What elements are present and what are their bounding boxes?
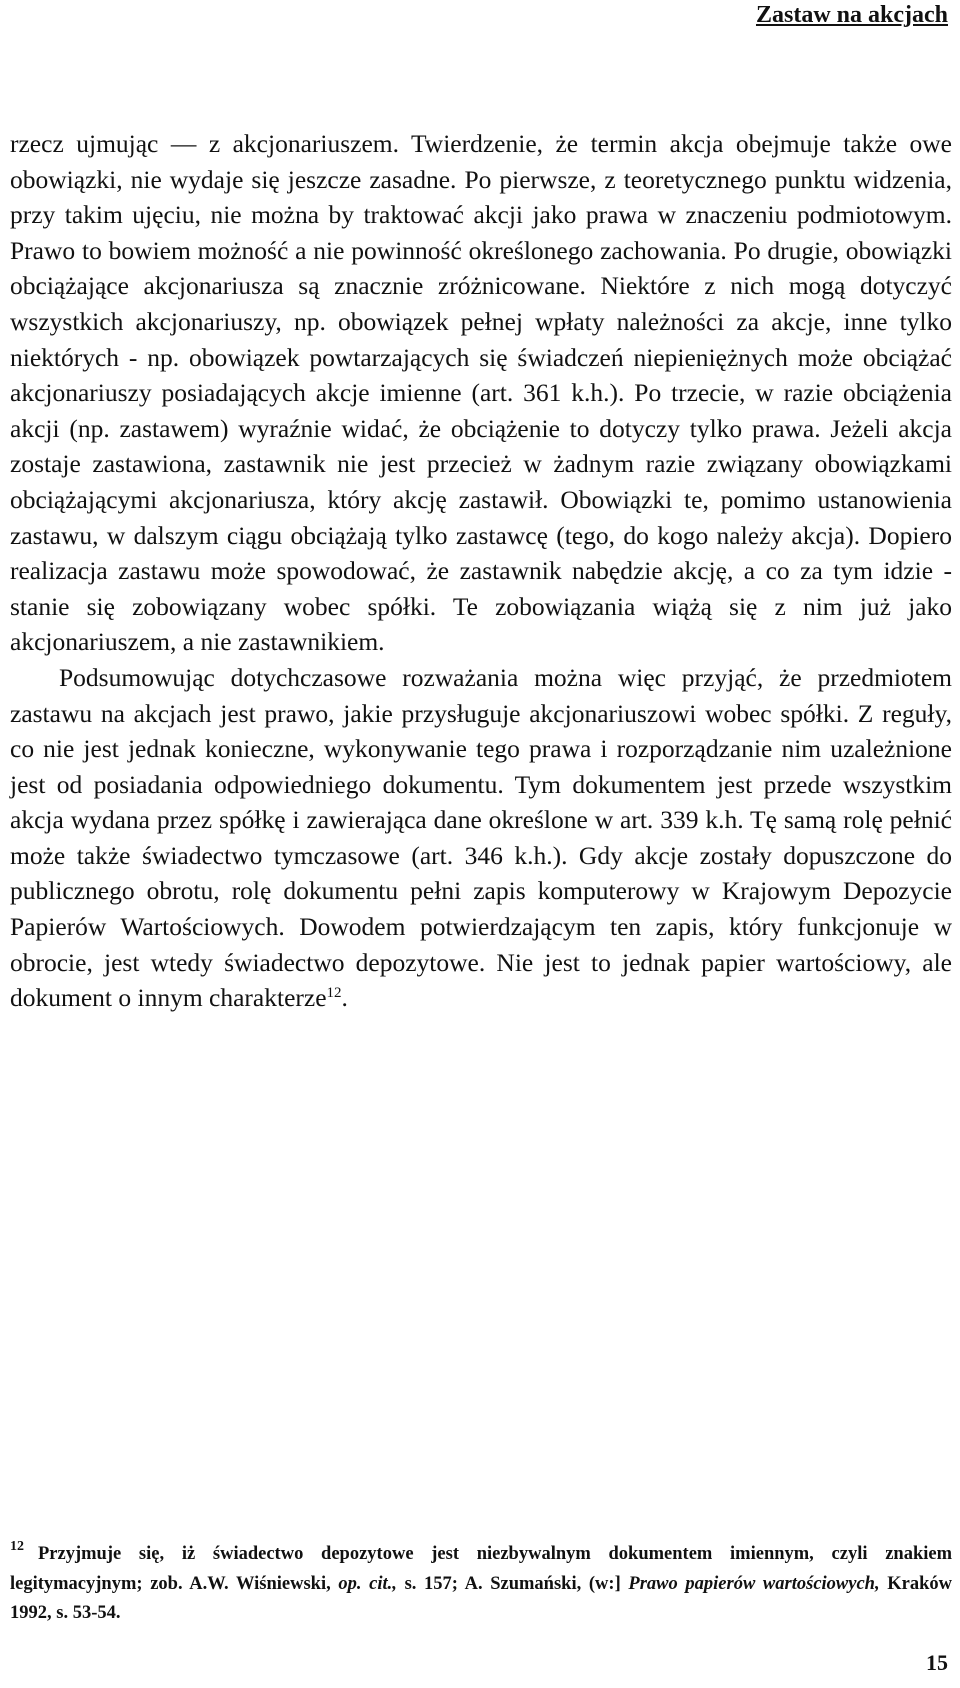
paragraph-tail: . xyxy=(341,983,348,1013)
footnote-citation-italic: op. cit., xyxy=(338,1574,397,1594)
page-number: 15 xyxy=(926,1650,948,1675)
paragraph-text: Podsumowując dotychczasowe rozważania można więc przyjąć, że przedmiotem zastawu na akcjach jest prawo, jakie przysługuje akcjonariuszowi wobec spółki. Z reguły, co nie jest jednak konieczne, wykonywanie tego prawa i rozporządzanie nim uzależnione jest od posiadania odpowiedniego dokumentu. Tym dokumentem jest przede wszystkim akcja wydana przez spółkę i zawierająca dane określone w art. 339 k.h. Tę samą rolę pełnić może także świadectwo tymczasowe (art. 346 k.h.). Gdy akcje zostały dopuszczone do publicznego obrotu, rolę dokumentu pełni zapis komputerowy w Krajowym Depozycie Papierów Wartościowych. Dowodem potwierdzającym ten zapis, który funkcjonuje w obrocie, jest wtedy świadectwo depozytowe. Nie jest to jednak papier wartościowy, ale dokument o innym charakterze xyxy=(10,662,952,1013)
main-text xyxy=(10,126,952,1016)
footnote-text-part: s. 157; A. Szumański, (w:] xyxy=(396,1574,629,1594)
footnote-reference[interactable]: 12 xyxy=(326,985,342,1002)
footnote-text-part: Kraków 1992, s. 53-54. xyxy=(10,1574,953,1623)
footnote-number: 12 xyxy=(10,1539,24,1554)
paragraph xyxy=(10,660,952,1016)
footnote xyxy=(10,1540,952,1628)
running-header: Zastaw na akcjach xyxy=(755,2,948,28)
paragraph: rzecz ujmując — z akcjonariuszem. Twierdzenie, że termin akcja obejmuje także owe obowiązki, nie wydaje się jeszcze zasadne. Po pierwsze, z teoretycznego punktu widzenia, przy takim ujęciu, nie można by traktować akcji jako prawa w znaczeniu podmiotowym. Prawo to bowiem możność a nie powinność określonego zachowania. Po drugie, obowiązki obciążające akcjonariusza są znacznie zróżnicowane. Niektóre z nich mogą dotyczyć wszystkich akcjonariuszy, np. obowiązek pełnej wpłaty należności za akcje, inne tylko niektórych - np. obowiązek powtarzających się świadczeń niepieniężnych może obciążać akcjonariuszy posiadających akcje imienne (art. 361 k.h.). Po trzecie, w razie obciążenia akcji (np. zastawem) wyraźnie widać, że obciążenie to dotyczy tylko prawa. Jeżeli akcja zostaje zastawiona, zastawnik nie jest przecież w żadnym razie związany obowiązkami obciążającymi akcjonariusza, który akcję zastawił. Obowiązki te, pomimo ustanowienia zastawu, w dalszym ciągu obciążają tylko zastawcę (tego, do kogo należy akcja). Dopiero realizacja zastawu może spowodować, że zastawnik nabędzie akcję, a co za tym idzie - stanie się zobowiązany wobec spółki. Te zobowiązania wiążą się z nim już jako akcjonariuszem, a nie zastawnikiem. xyxy=(10,129,952,657)
footnote-text xyxy=(10,1544,952,1623)
footnote-text-part: Przyjmuje się, iż świadectwo depozytowe jest niezbywalnym dokumentem imiennym, czyli znakiem legitymacyjnym; zob. A.W. Wiśniewski, xyxy=(10,1544,952,1594)
footnote-book-title: Prawo papierów wartościowych, xyxy=(628,1574,880,1594)
